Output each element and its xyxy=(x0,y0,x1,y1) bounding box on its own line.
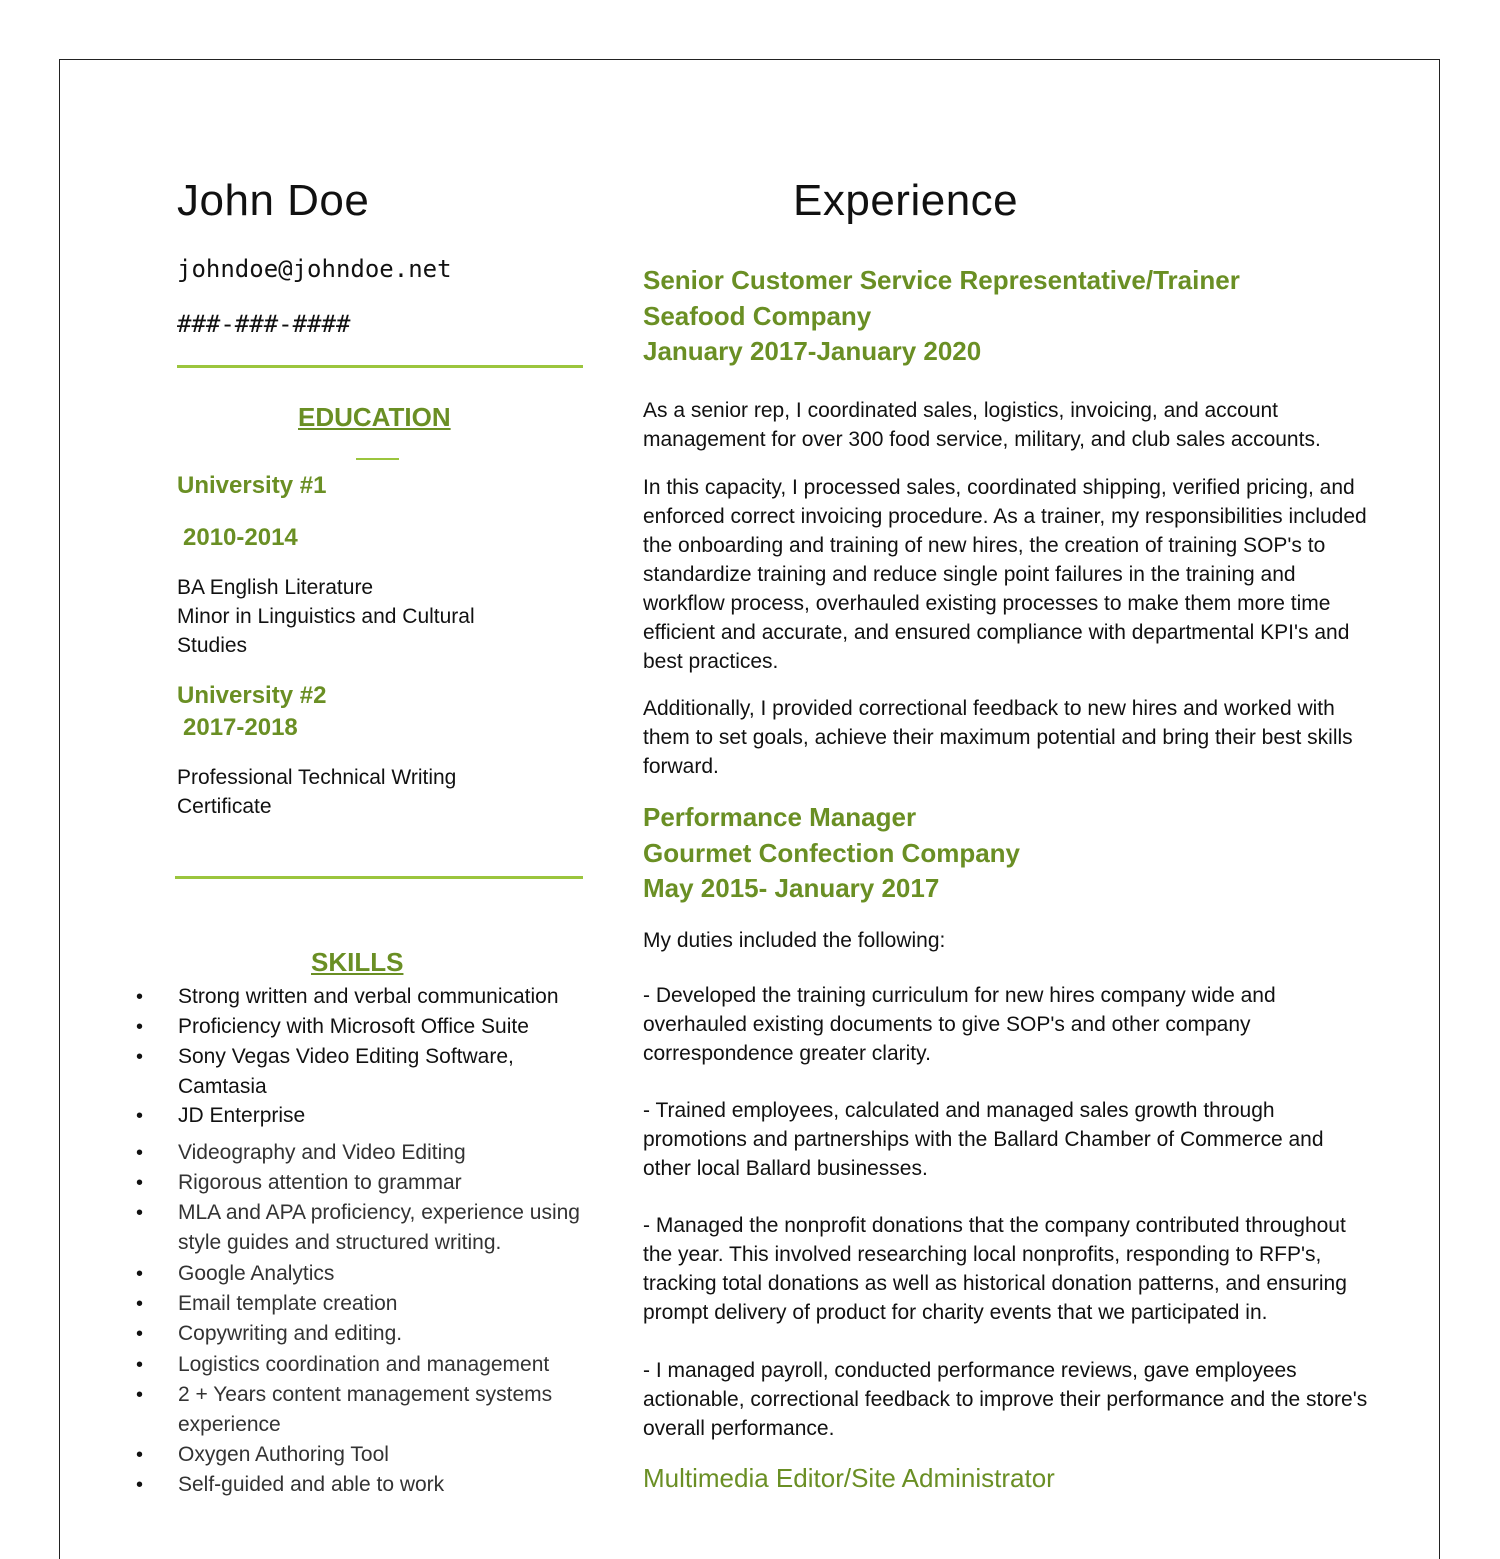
text-line: Senior Customer Service Representative/Trainer xyxy=(643,265,1240,295)
bullet-icon: • xyxy=(136,1293,144,1315)
text-line: Performance Manager xyxy=(643,802,917,832)
skill-item xyxy=(136,1168,462,1198)
school-years: 2010-2014 xyxy=(183,524,298,551)
job-heading xyxy=(643,800,1020,907)
bullet-icon: • xyxy=(136,1046,144,1068)
phone: ###-###-#### xyxy=(177,310,351,338)
job-paragraph xyxy=(643,926,945,955)
text-line: - I managed payroll, conducted performance reviews, gave employees xyxy=(643,1359,1297,1382)
divider xyxy=(177,365,583,368)
skill-text: JD Enterprise xyxy=(178,1104,306,1127)
email: johndoe@johndoe.net xyxy=(177,255,452,283)
job-paragraph xyxy=(643,1211,1347,1327)
skill-text: Self-guided and able to work xyxy=(178,1473,445,1496)
text-line: tracking total donations as well as historical donation patterns, and ensuring xyxy=(643,1272,1347,1295)
text-line: forward. xyxy=(643,755,719,778)
text-line: the onboarding and training of new hires, the creation of training SOP's to xyxy=(643,534,1326,557)
skill-item xyxy=(136,982,559,1012)
skill-text: style guides and structured writing. xyxy=(178,1231,502,1254)
bullet-icon: • xyxy=(136,1202,144,1224)
text-line: efficient and accurate, and ensured compliance with departmental KPI's and xyxy=(643,621,1350,644)
skill-text: Camtasia xyxy=(178,1075,267,1098)
text-line: prompt delivery of product for charity events that we participated in. xyxy=(643,1301,1268,1324)
text-line: Additionally, I provided correctional feedback to new hires and worked with xyxy=(643,697,1335,720)
text-line: Studies xyxy=(177,634,248,657)
skill-text: Rigorous attention to grammar xyxy=(178,1171,462,1194)
text-line: workflow process, overhauled existing processes to make them more time xyxy=(643,592,1331,615)
bullet-icon: • xyxy=(136,1474,144,1496)
text-line: - Developed the training curriculum for new hires company wide and xyxy=(643,984,1276,1007)
text-line: Certificate xyxy=(177,795,272,818)
text-line: January 2017-January 2020 xyxy=(643,336,982,366)
bullet-icon: • xyxy=(136,1384,144,1406)
text-line: enforced correct invoicing procedure. As a trainer, my responsibilities included xyxy=(643,505,1367,528)
education-heading: EDUCATION xyxy=(298,402,451,432)
bullet-icon: • xyxy=(136,1142,144,1164)
skill-item xyxy=(136,1101,306,1131)
text-line: - Managed the nonprofit donations that the company contributed throughout xyxy=(643,1214,1346,1237)
text-line: BA English Literature xyxy=(177,576,374,599)
text-line: management for over 300 food service, military, and club sales accounts. xyxy=(643,428,1321,451)
skill-item xyxy=(136,1440,389,1470)
job-paragraph xyxy=(643,396,1321,454)
skill-item xyxy=(136,1042,514,1102)
text-line: the year. This involved researching local nonprofits, responding to RFP's, xyxy=(643,1243,1322,1266)
job-paragraph xyxy=(643,981,1276,1068)
degree-details xyxy=(177,763,456,821)
experience-heading: Experience xyxy=(793,176,1019,225)
skill-item xyxy=(136,1380,553,1440)
skill-text: Strong written and verbal communication xyxy=(178,985,559,1008)
bullet-icon: • xyxy=(136,1172,144,1194)
bullet-icon: • xyxy=(136,1444,144,1466)
bullet-icon: • xyxy=(136,1323,144,1345)
job-paragraph xyxy=(643,1356,1367,1443)
text-line: May 2015- January 2017 xyxy=(643,873,940,903)
skill-item xyxy=(136,1198,580,1258)
skill-item xyxy=(136,1319,403,1349)
job-heading xyxy=(643,263,1240,370)
divider-small xyxy=(356,458,399,460)
bullet-icon: • xyxy=(136,1016,144,1038)
bullet-icon: • xyxy=(136,986,144,1008)
text-line: promotions and partnerships with the Ballard Chamber of Commerce and xyxy=(643,1128,1324,1151)
skill-text: 2 + Years content management systems xyxy=(178,1383,553,1406)
bullet-icon: • xyxy=(136,1105,144,1127)
skill-text: Oxygen Authoring Tool xyxy=(178,1443,389,1466)
text-line: In this capacity, I processed sales, coordinated shipping, verified pricing, and xyxy=(643,476,1355,499)
skill-text: Email template creation xyxy=(178,1292,398,1315)
text-line: overall performance. xyxy=(643,1417,835,1440)
text-line: Seafood Company xyxy=(643,300,872,331)
skill-item xyxy=(136,1012,529,1042)
bullet-icon: • xyxy=(136,1263,144,1285)
text-line: My duties included the following: xyxy=(643,929,946,952)
skill-text: Proficiency with Microsoft Office Suite xyxy=(178,1015,529,1038)
text-line: best practices. xyxy=(643,650,779,673)
school-name: University #2 xyxy=(177,682,327,709)
skill-item xyxy=(136,1350,550,1380)
skill-item xyxy=(136,1289,398,1319)
job-paragraph xyxy=(643,694,1353,781)
text-line: Minor in Linguistics and Cultural xyxy=(177,605,475,628)
text-line: As a senior rep, I coordinated sales, logistics, invoicing, and account xyxy=(643,399,1279,422)
degree-details xyxy=(177,573,475,660)
text-line: actionable, correctional feedback to improve their performance and the store's xyxy=(643,1388,1368,1411)
text-line: Gourmet Confection Company xyxy=(643,837,1021,868)
candidate-name: John Doe xyxy=(177,176,370,225)
text-line: overhauled existing documents to give SOP's and other company xyxy=(643,1013,1251,1036)
text-line: standardize training and reduce single point failures in the training and xyxy=(643,563,1296,586)
text-line: Professional Technical Writing xyxy=(177,766,457,789)
skills-heading: SKILLS xyxy=(311,947,404,977)
divider xyxy=(175,876,583,879)
skill-text: Logistics coordination and management xyxy=(178,1353,550,1376)
skill-text: Google Analytics xyxy=(178,1262,335,1285)
skill-text: Sony Vegas Video Editing Software, xyxy=(178,1045,514,1068)
skill-text: MLA and APA proficiency, experience using xyxy=(178,1201,580,1224)
text-line: other local Ballard businesses. xyxy=(643,1157,928,1180)
skill-text: Copywriting and editing. xyxy=(178,1322,403,1345)
skill-item xyxy=(136,1138,466,1168)
skill-text: Videography and Video Editing xyxy=(178,1141,466,1164)
job-heading: Multimedia Editor/Site Administrator xyxy=(643,1463,1055,1493)
skill-text: experience xyxy=(178,1413,281,1436)
job-paragraph xyxy=(643,473,1367,676)
school-years: 2017-2018 xyxy=(183,714,298,741)
text-line: correspondence greater clarity. xyxy=(643,1042,931,1065)
school-name: University #1 xyxy=(177,472,327,499)
job-paragraph xyxy=(643,1096,1324,1183)
text-line: them to set goals, achieve their maximum potential and bring their best skills xyxy=(643,726,1353,749)
bullet-icon: • xyxy=(136,1354,144,1376)
skill-item xyxy=(136,1259,335,1289)
skill-item xyxy=(136,1470,445,1500)
text-line: - Trained employees, calculated and managed sales growth through xyxy=(643,1099,1275,1122)
